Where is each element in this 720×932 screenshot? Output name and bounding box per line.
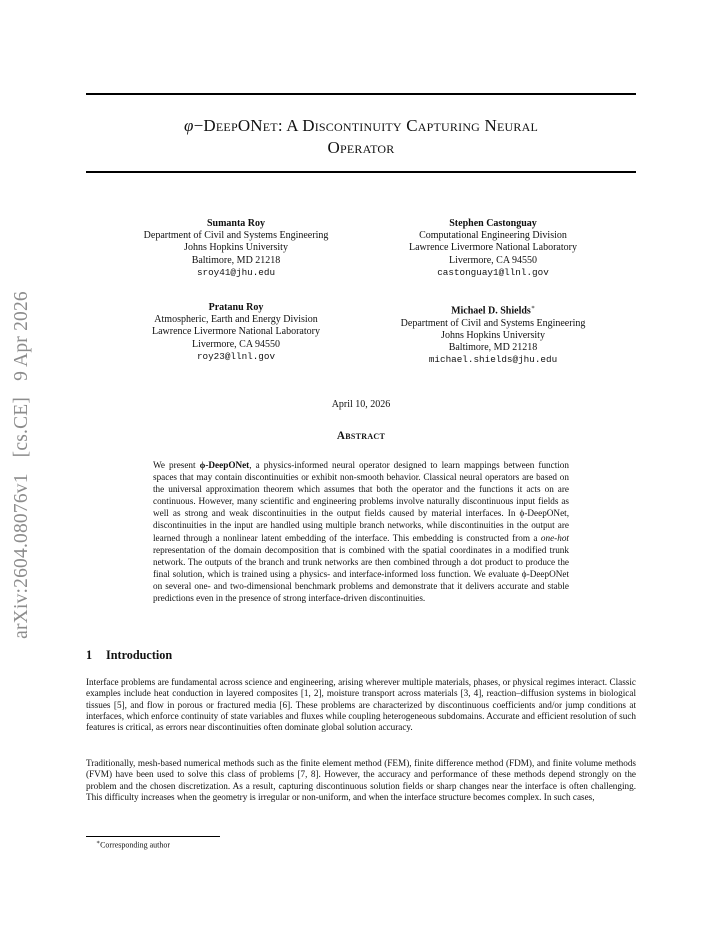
arxiv-sidebar-stamp bbox=[11, 291, 33, 639]
author-email[interactable]: michael.shields@jhu.edu bbox=[428, 354, 558, 366]
author-org: Lawrence Livermore National Laboratory bbox=[409, 242, 577, 254]
corresponding-mark: ∗ bbox=[530, 305, 535, 311]
title-line2: Operator bbox=[327, 138, 395, 157]
author-email[interactable]: sroy41@jhu.edu bbox=[196, 266, 276, 278]
title-bottom-rule bbox=[86, 171, 636, 173]
title-phi: φ bbox=[184, 116, 194, 135]
title-top-rule bbox=[86, 93, 636, 95]
abstract-heading: Abstract bbox=[336, 430, 386, 442]
author-dept: Atmospheric, Earth and Energy Division bbox=[154, 314, 318, 326]
author-dept: Department of Civil and Systems Engineering bbox=[143, 230, 329, 242]
arxiv-category: [cs.CE] bbox=[11, 396, 32, 458]
author-address: Livermore, CA 94550 bbox=[191, 338, 281, 350]
author-block bbox=[111, 218, 361, 279]
author-name: Pratanu Roy bbox=[208, 302, 264, 313]
abstract-method-name: ϕ-DeepONet bbox=[199, 460, 250, 470]
abstract-emphasis: one-hot bbox=[540, 532, 569, 543]
author-dept: Computational Engineering Division bbox=[419, 230, 567, 242]
author-email[interactable]: castonguay1@llnl.gov bbox=[437, 266, 549, 278]
author-org: Johns Hopkins University bbox=[441, 329, 545, 341]
title-line1: −DeepONet: A Discontinuity Capturing Neural bbox=[193, 116, 538, 135]
body-paragraph: Interface problems are fundamental across science and engineering, arising wherever multiple materials, phases, or physical regimes interact. Classic examples include heat conduction in layered composites [1, 2], moisture transport across materials [3, 4], reaction–diffusion systems in biological tissues [5], and flow in porous or fractured media [6]. These problems are characterized by discontinuous coefficients and/or jump conditions at interfaces, which enforce continuity of state variables and fluxes while coupling heterogeneous subdomains. Accurate and efficient resolution of such features is critical, as errors near discontinuities often dominate global solution accuracy. bbox=[86, 677, 636, 733]
footnote-rule bbox=[86, 836, 220, 837]
author-email[interactable]: roy23@llnl.gov bbox=[196, 350, 276, 362]
author-block bbox=[111, 302, 361, 363]
body-paragraph: Traditionally, mesh-based numerical methods such as the finite element method (FEM), finite difference method (FDM), and finite volume methods (FVM) have been used to solve this class of problems [7, 8]. However, the accuracy and performance of these methods depend strongly on the problem and the chosen discretization. As a result, capturing discontinuous solution fields or sharp changes near the interface is often challenging. This difficulty increases when the geometry is irregular or non-uniform, and when the interface structure becomes complex. In such cases, bbox=[86, 758, 636, 802]
author-address: Baltimore, MD 21218 bbox=[448, 341, 538, 353]
author-address: Baltimore, MD 21218 bbox=[191, 254, 281, 266]
paper-title bbox=[86, 115, 636, 159]
section-title: Introduction bbox=[106, 648, 173, 662]
author-block bbox=[368, 218, 618, 279]
arxiv-id: arXiv:2604.08076v1 bbox=[11, 473, 32, 639]
author-org: Johns Hopkins University bbox=[184, 242, 288, 254]
author-dept: Department of Civil and Systems Engineering bbox=[400, 317, 586, 329]
abstract-text: We present bbox=[153, 460, 200, 470]
footnote bbox=[96, 839, 170, 850]
section-heading bbox=[86, 648, 172, 663]
author-org: Lawrence Livermore National Laboratory bbox=[152, 326, 320, 338]
author-block bbox=[358, 302, 628, 366]
author-address: Livermore, CA 94550 bbox=[448, 254, 538, 266]
arxiv-date: 9 Apr 2026 bbox=[11, 291, 32, 381]
author-name-text: Michael D. Shields bbox=[451, 305, 531, 317]
footnote-mark: ∗ bbox=[96, 840, 101, 846]
author-name: Sumanta Roy bbox=[206, 218, 266, 229]
footnote-text: Corresponding author bbox=[100, 840, 171, 850]
paper-date: April 10, 2026 bbox=[331, 399, 391, 410]
author-name: Stephen Castonguay bbox=[449, 218, 537, 229]
section-number: 1 bbox=[86, 648, 93, 662]
author-name bbox=[358, 302, 628, 318]
abstract-text: representation of the domain decomposition that is combined with the spatial coordinates in a modified trunk network. The outputs of the branch and trunk networks are then combined through a dot product to produce the final solution, which is trained using a physics- and interface-informed loss function. We evaluate ϕ-DeepONet on several one- and two-dimensional benchmark problems and demonstrate that it delivers accurate and stable predictions even in the presence of strong interface-driven discontinuities. bbox=[153, 544, 569, 604]
abstract-text: , a physics-informed neural operator designed to learn mappings between function spaces that may contain discontinuities or exhibit non-smooth behavior. Classical neural operators are based on the universal approximation theorem which assumes that both the operator and the functions it acts on are continuous. However, many scientific and engineering problems involve naturally discontinuous input fields as well as strong and weak discontinuities in the output fields caused by material interfaces. In ϕ-DeepONet, discontinuities in the input are handled using multiple branch networks, while discontinuities in the output are learned through a nonlinear latent embedding of the interface. This embedding is constructed from a bbox=[153, 460, 569, 543]
abstract-body bbox=[153, 459, 569, 604]
